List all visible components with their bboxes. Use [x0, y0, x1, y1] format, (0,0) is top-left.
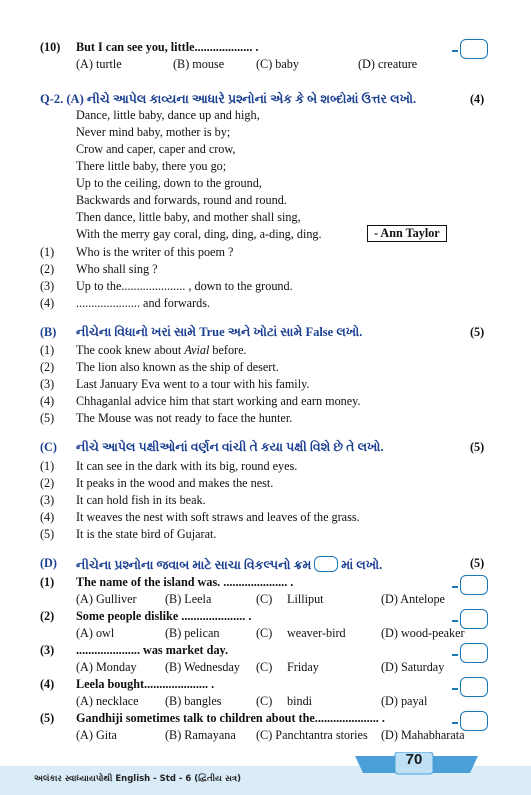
poem-line: Crow and caper, caper and crow, [76, 142, 236, 156]
page-number: 70 [405, 751, 423, 768]
statement-text: Last January Eva went to a tour with his family. [76, 377, 310, 391]
answer-box[interactable] [460, 677, 488, 697]
answer-dash [452, 688, 458, 690]
poem-line: Never mind baby, mother is by; [76, 125, 231, 139]
mcq-option: (A) Gita [76, 728, 117, 742]
mcq-option: (D) Antelope [381, 592, 445, 606]
statement-text: The cook knew about Avial before. [76, 343, 247, 357]
statement-text: Chhaganlal advice him that start working and earn money. [76, 394, 361, 408]
mcq-option: Lilliput [287, 592, 324, 606]
q10-option-d: (D) creature [358, 57, 418, 71]
poem-line: Dance, little baby, dance up and high, [76, 108, 260, 122]
mcq-option: (B) Leela [165, 592, 212, 606]
q10-option-a: (A) turtle [76, 57, 122, 71]
mcq-option: (C) [256, 694, 273, 708]
section-c-marks: (5) [470, 440, 485, 454]
answer-dash [452, 586, 458, 588]
answer-dash [452, 620, 458, 622]
question-number: (3) [40, 279, 55, 293]
question-text: ..................... and forwards. [76, 296, 211, 310]
answer-box[interactable] [460, 575, 488, 595]
description-number: (3) [40, 493, 55, 507]
mcq-option: (B) Wednesday [165, 660, 240, 674]
mcq-option: (D) wood-peaker [381, 626, 465, 640]
description-text: It peaks in the wood and makes the nest. [76, 476, 274, 490]
mcq-question: Leela bought..................... . [76, 677, 215, 691]
section-d-marks: (5) [470, 556, 485, 570]
description-number: (4) [40, 510, 55, 524]
mcq-question: Gandhiji sometimes talk to children about the..................... . [76, 711, 385, 725]
statement-text: The lion also known as the ship of desert. [76, 360, 279, 374]
question-text: Who shall sing ? [76, 262, 158, 276]
question-text: Up to the..................... , down to the ground. [76, 279, 293, 293]
mcq-option: (C) Panchtantra stories [256, 728, 368, 742]
mcq-option: (D) payal [381, 694, 428, 708]
answer-box[interactable] [460, 643, 488, 663]
footer-book-title: અલંકાર સ્વાધ્યાયપોથી English - Std - 6 (દ્વિતીય સત્ર) [34, 774, 241, 784]
answer-box-sample [314, 556, 338, 572]
question-number: (4) [40, 296, 55, 310]
description-text: It weaves the nest with soft straws and leaves of the grass. [76, 510, 360, 524]
mcq-number: (1) [40, 575, 55, 589]
mcq-question: ..................... was market day. [76, 643, 229, 657]
poem-line: With the merry gay coral, ding, ding, a-ding, ding. [76, 227, 322, 241]
mcq-option: bindi [287, 694, 313, 708]
mcq-option: (B) bangles [165, 694, 222, 708]
statement-number: (3) [40, 377, 55, 391]
mcq-number: (4) [40, 677, 55, 691]
mcq-number: (5) [40, 711, 55, 725]
answer-dash [452, 722, 458, 724]
mcq-number: (3) [40, 643, 55, 657]
description-text: It can see in the dark with its big, round eyes. [76, 459, 298, 473]
q2-marks: (4) [470, 92, 485, 106]
mcq-number: (2) [40, 609, 55, 623]
q10-option-c: (C) baby [256, 57, 299, 71]
answer-dash [452, 654, 458, 656]
mcq-question: The name of the island was. ..................... . [76, 575, 294, 589]
description-number: (2) [40, 476, 55, 490]
mcq-option: (A) necklace [76, 694, 139, 708]
q10-number: (10) [40, 40, 61, 54]
section-b-marks: (5) [470, 325, 485, 339]
answer-box[interactable] [460, 609, 488, 629]
description-number: (5) [40, 527, 55, 541]
mcq-option: (C) [256, 660, 273, 674]
mcq-option: (D) Mahabharata [381, 728, 465, 742]
mcq-option: (B) pelican [165, 626, 220, 640]
section-b-heading: નીચેના વિધાનો ખરાં સામે True અને ખોટાં સામે False લખો. [76, 325, 363, 339]
q2-heading: Q-2. (A) નીચે આપેલ કાવ્યના આધારે પ્રશ્નોનાં એક કે બે શબ્દોમાં ઉત્તર લખો. [40, 92, 417, 106]
poem-line: Then dance, little baby, and mother shall sing, [76, 210, 301, 224]
q10-option-b: (B) mouse [173, 57, 225, 71]
statement-number: (1) [40, 343, 55, 357]
statement-number: (5) [40, 411, 55, 425]
mcq-option: Friday [287, 660, 319, 674]
poem-author: - Ann Taylor [367, 225, 447, 242]
mcq-option: (A) Monday [76, 660, 137, 674]
section-c-heading: નીચે આપેલ પક્ષીઓનાં વર્ણન વાંચી તે કયા પક્ષી વિશે છે તે લખો. [76, 440, 384, 454]
q10-question: But I can see you, little................... . [76, 40, 259, 54]
answer-dash [452, 50, 458, 52]
description-text: It can hold fish in its beak. [76, 493, 206, 507]
description-number: (1) [40, 459, 55, 473]
question-number: (1) [40, 245, 55, 259]
answer-box[interactable] [460, 39, 488, 59]
poem-line: There little baby, there you go; [76, 159, 227, 173]
mcq-question: Some people dislike ..................... . [76, 609, 252, 623]
question-number: (2) [40, 262, 55, 276]
mcq-option: (A) Gulliver [76, 592, 137, 606]
mcq-option: (C) [256, 592, 273, 606]
section-b-label: (B) [40, 325, 57, 339]
poem-line: Backwards and forwards, round and round. [76, 193, 287, 207]
poem-line: Up to the ceiling, down to the ground, [76, 176, 262, 190]
mcq-option: (C) [256, 626, 273, 640]
section-c-label: (C) [40, 440, 57, 454]
question-text: Who is the writer of this poem ? [76, 245, 234, 259]
statement-number: (4) [40, 394, 55, 408]
mcq-option: (A) owl [76, 626, 115, 640]
section-d-label: (D) [40, 556, 57, 570]
mcq-option: (B) Ramayana [165, 728, 236, 742]
statement-number: (2) [40, 360, 55, 374]
statement-text: The Mouse was not ready to face the hunter. [76, 411, 293, 425]
description-text: It is the state bird of Gujarat. [76, 527, 217, 541]
mcq-option: (D) Saturday [381, 660, 445, 674]
answer-box[interactable] [460, 711, 488, 731]
mcq-option: weaver-bird [287, 626, 346, 640]
section-d-heading: નીચેના પ્રશ્નોના જવાબ માટે સાચા વિકલ્પનો ક્રમ માં લખો. [76, 558, 383, 572]
